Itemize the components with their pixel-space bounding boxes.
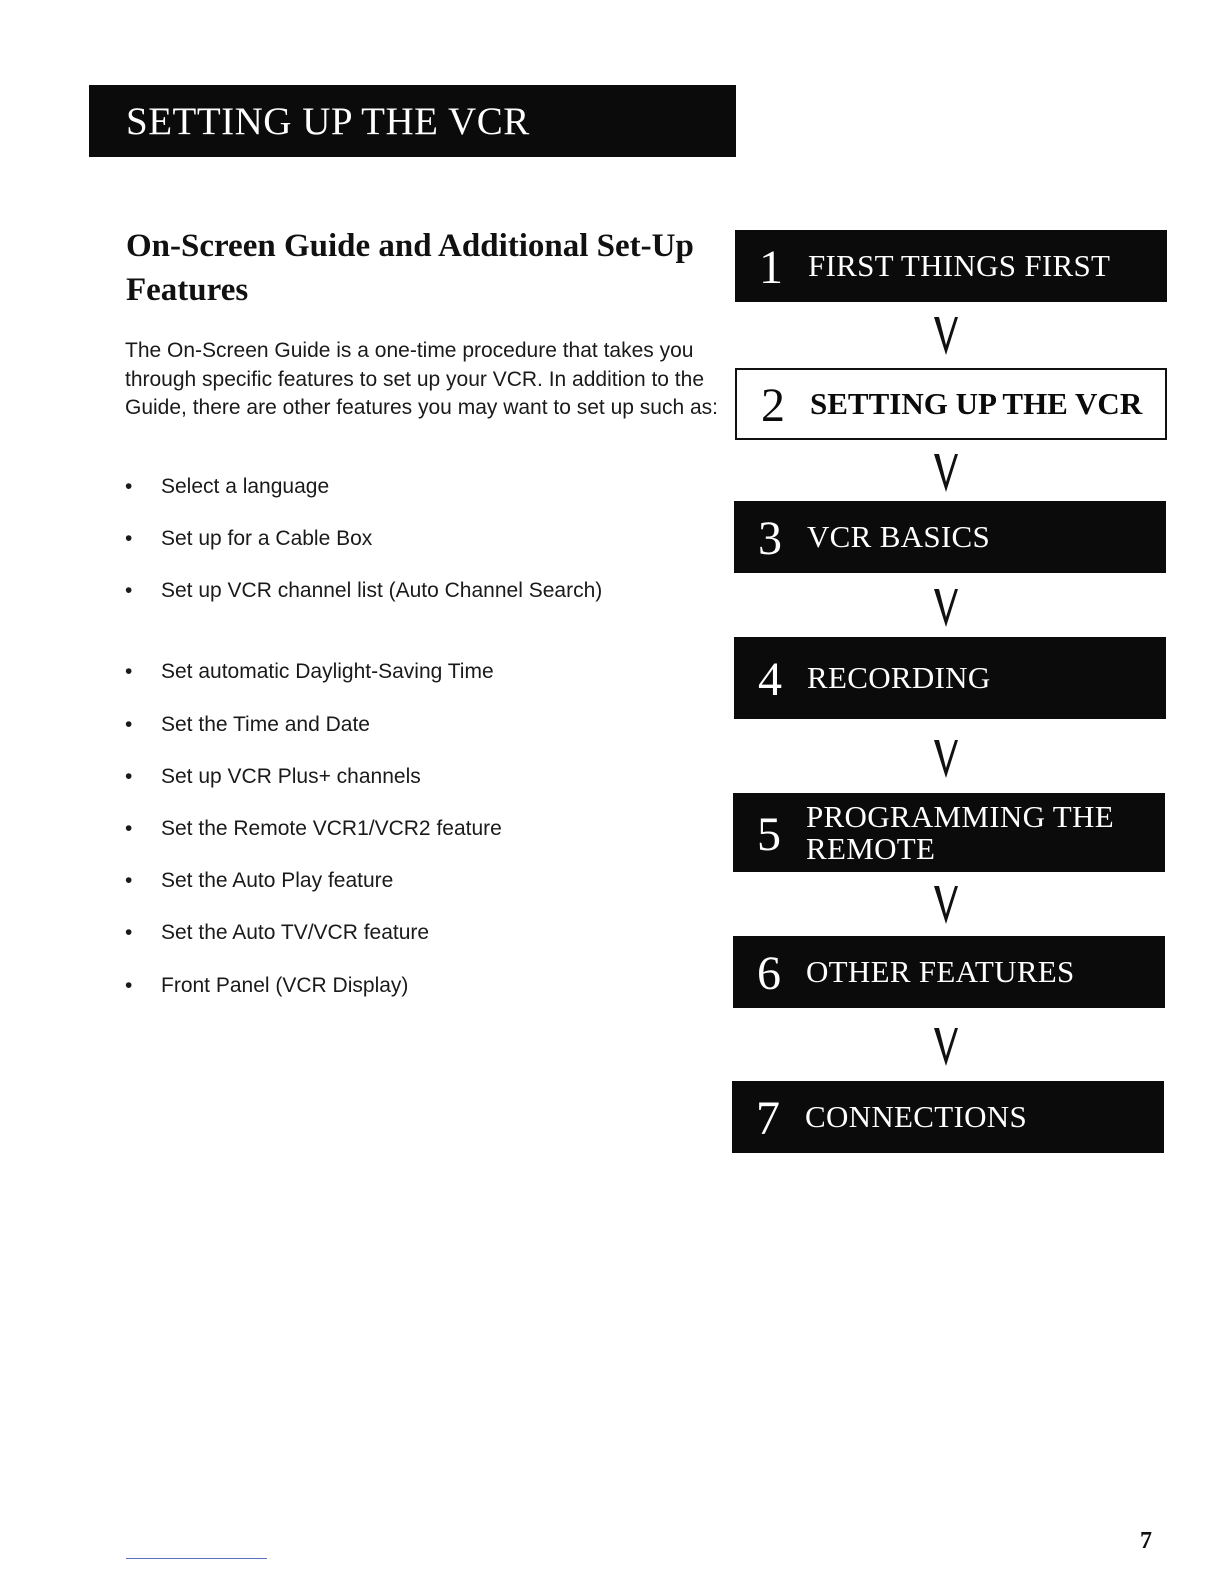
bullet-icon: • (125, 765, 133, 788)
page-number: 7 (1140, 1528, 1152, 1554)
chapter-number: 4 (758, 652, 782, 706)
section-title: On-Screen Guide and Additional Set-Up Features (126, 228, 694, 308)
list-item: • Set the Auto Play feature (125, 867, 645, 896)
bullet-icon: • (125, 660, 133, 683)
list-item: • Set automatic Daylight-Saving Time (125, 658, 645, 687)
chapter-step-4 (734, 637, 1166, 719)
list-item: • Front Panel (VCR Display) (125, 972, 645, 1001)
down-arrow-icon (933, 1026, 959, 1068)
chapter-label: SETTING UP THE VCR (810, 386, 1143, 421)
chapter-step-1 (735, 230, 1167, 302)
bullet-icon: • (125, 475, 133, 498)
list-item: • Set up VCR channel list (Auto Channel Search) (125, 577, 645, 606)
list-item: • Set the Time and Date (125, 711, 645, 740)
chapter-label: RECORDING (807, 660, 991, 695)
chapter-number: 5 (757, 807, 781, 861)
bullet-icon: • (125, 527, 133, 550)
chapter-number: 6 (757, 946, 781, 1000)
down-arrow-icon (933, 452, 959, 494)
chapter-number: 7 (756, 1091, 780, 1145)
chapter-step-2 (735, 368, 1167, 440)
chapter-step-3 (734, 501, 1166, 573)
chapter-label: VCR BASICS (807, 519, 991, 554)
chapter-label: OTHER FEATURES (806, 954, 1075, 989)
list-item: • Select a language (125, 473, 645, 502)
chapter-number: 1 (759, 240, 783, 294)
bullet-icon: • (125, 869, 133, 892)
list-item: • Set up VCR Plus+ channels (125, 763, 645, 792)
chapter-label: PROGRAMMING THE REMOTE (806, 798, 1114, 866)
bullet-icon: • (125, 579, 133, 602)
chapter-number: 2 (761, 378, 785, 432)
down-arrow-icon (933, 587, 959, 629)
down-arrow-icon (933, 738, 959, 780)
bullet-icon: • (125, 713, 133, 736)
footer-rule (126, 1558, 267, 1559)
chapter-step-7 (732, 1081, 1164, 1153)
page-header-title: SETTING UP THE VCR (126, 99, 530, 143)
bullet-icon: • (125, 974, 133, 997)
list-item: • Set up for a Cable Box (125, 525, 645, 554)
bullet-icon: • (125, 921, 133, 944)
down-arrow-icon (933, 315, 959, 357)
chapter-label: FIRST THINGS FIRST (808, 248, 1111, 283)
list-item: • Set the Remote VCR1/VCR2 feature (125, 815, 645, 844)
chapter-step-6 (733, 936, 1165, 1008)
page-header (89, 85, 736, 157)
down-arrow-icon (933, 884, 959, 926)
chapter-number: 3 (758, 511, 782, 565)
intro-paragraph: The On-Screen Guide is a one-time procedure that takes you through specific features to set up your VCR. In addition to the Guide, there are other features you may want to set up such as: (125, 339, 718, 419)
bullet-icon: • (125, 817, 133, 840)
chapter-label: CONNECTIONS (805, 1099, 1028, 1134)
chapter-step-5 (733, 793, 1165, 872)
list-item: • Set the Auto TV/VCR feature (125, 919, 645, 948)
